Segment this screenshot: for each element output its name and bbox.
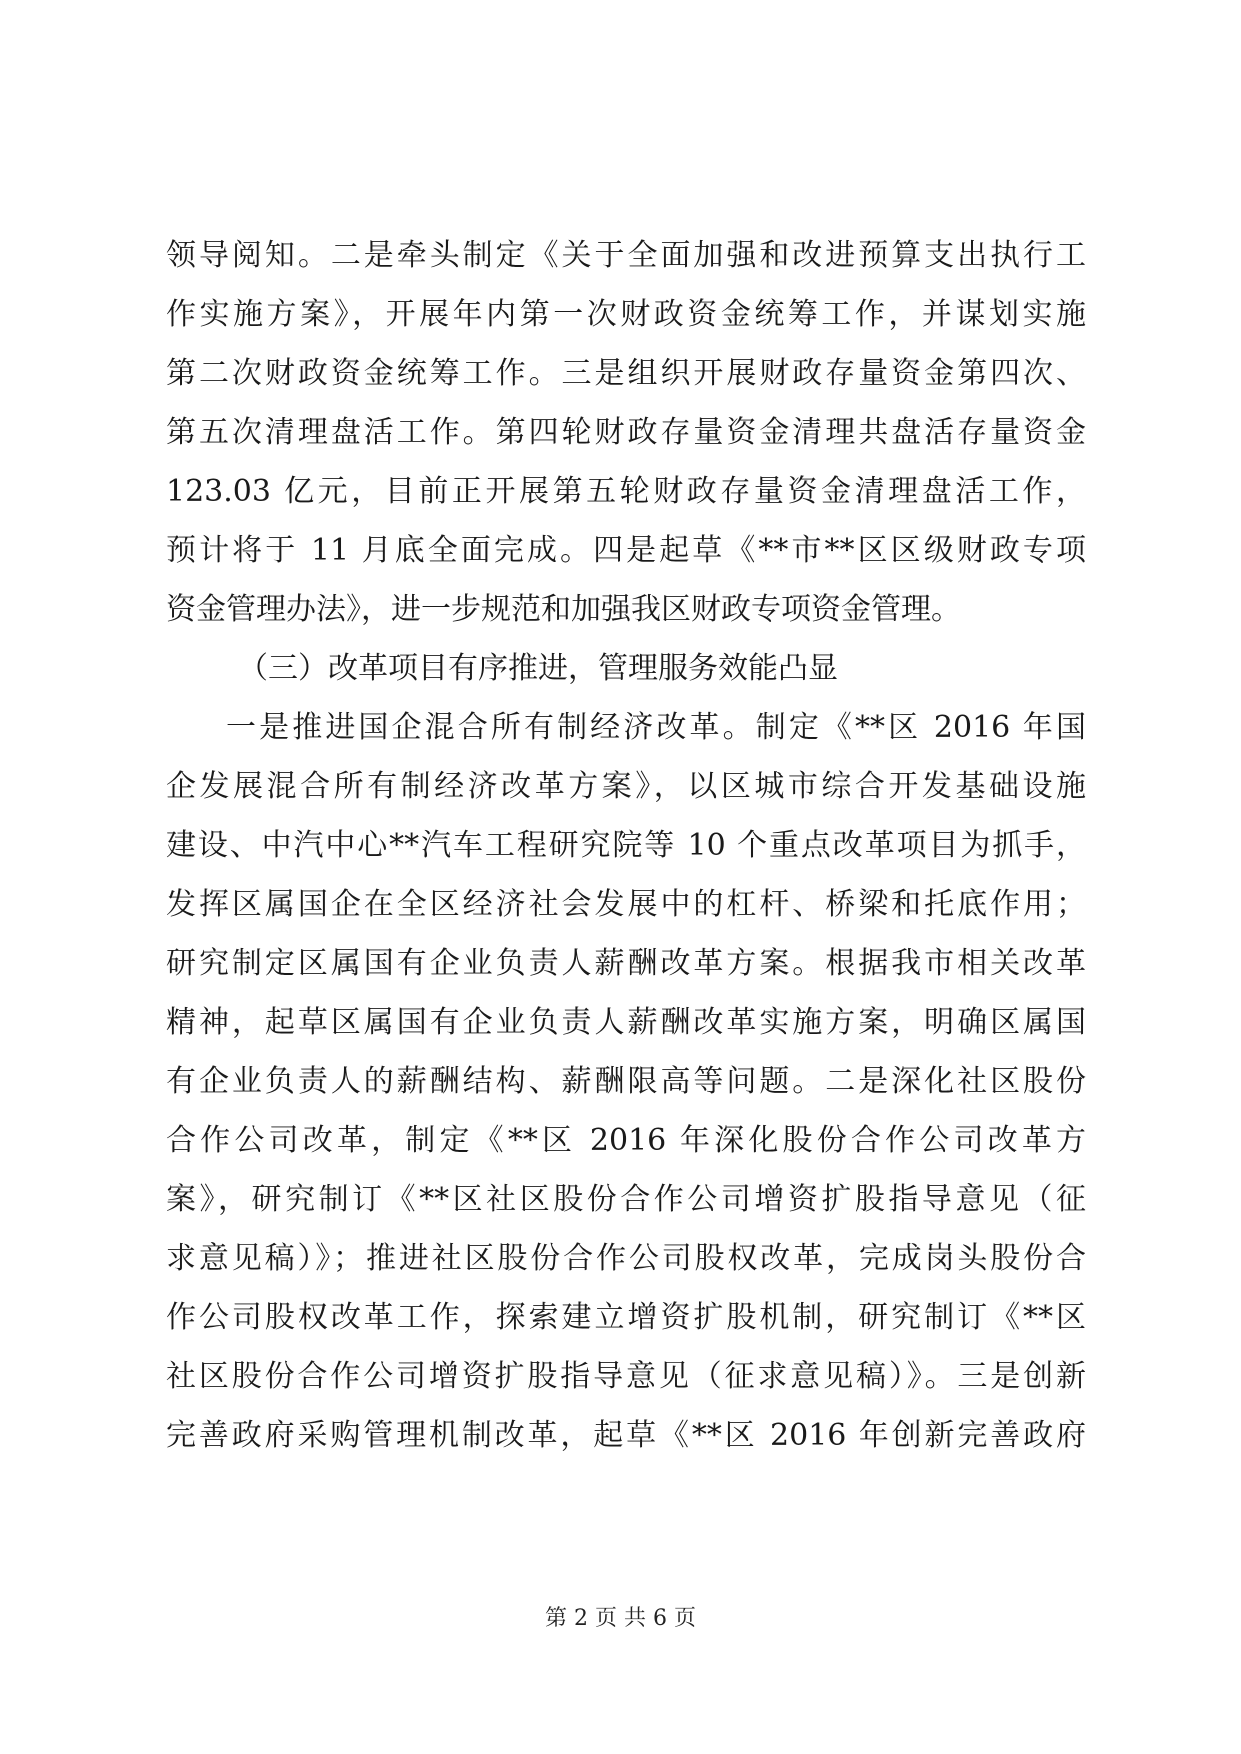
text-line-18: 求意见稿）》；推进社区股份合作公司股权改革，完成岗头股份合 xyxy=(166,1241,1086,1276)
text-line-7: 资金管理办法》，进一步规范和加强我区财政专项资金管理。 xyxy=(166,592,961,627)
text-line-15: 有企业负责人的薪酬结构、薪酬限高等问题。二是深化社区股份 xyxy=(166,1064,1086,1099)
text-line-16: 合作公司改革，制定《**区 2016 年深化股份合作公司改革方 xyxy=(166,1123,1086,1158)
text-line-12: 发挥区属国企在全区经济社会发展中的杠杆、桥梁和托底作用； xyxy=(166,887,1086,922)
document-body xyxy=(166,226,1086,1465)
section-heading: （三）改革项目有序推进，管理服务效能凸显 xyxy=(238,651,838,686)
text-line-13: 研究制定区属国有企业负责人薪酬改革方案。根据我市相关改革 xyxy=(166,946,1086,981)
text-line-5: 123.03 亿元，目前正开展第五轮财政存量资金清理盘活工作， xyxy=(166,474,1086,509)
text-line-21: 完善政府采购管理机制改革，起草《**区 2016 年创新完善政府 xyxy=(166,1418,1086,1453)
page-number-footer: 第 2 页 共 6 页 xyxy=(545,1606,696,1631)
text-line-6: 预计将于 11 月底全面完成。四是起草《**市**区区级财政专项 xyxy=(166,533,1086,568)
text-line-17: 案》，研究制订《**区社区股份合作公司增资扩股指导意见（征 xyxy=(166,1182,1086,1217)
text-line-4: 第五次清理盘活工作。第四轮财政存量资金清理共盘活存量资金 xyxy=(166,415,1086,450)
text-line-1: 领导阅知。二是牵头制定《关于全面加强和改进预算支出执行工 xyxy=(166,238,1086,273)
text-line-11: 建设、中汽中心**汽车工程研究院等 10 个重点改革项目为抓手， xyxy=(166,828,1086,863)
text-line-10: 企发展混合所有制经济改革方案》，以区城市综合开发基础设施 xyxy=(166,769,1086,804)
text-line-2: 作实施方案》，开展年内第一次财政资金统筹工作，并谋划实施 xyxy=(166,297,1086,332)
text-line-3: 第二次财政资金统筹工作。三是组织开展财政存量资金第四次、 xyxy=(166,356,1086,391)
text-line-20: 社区股份合作公司增资扩股指导意见（征求意见稿）》。三是创新 xyxy=(166,1359,1086,1394)
text-line-19: 作公司股权改革工作，探索建立增资扩股机制，研究制订《**区 xyxy=(166,1300,1086,1335)
text-line-9: 一是推进国企混合所有制经济改革。制定《**区 2016 年国 xyxy=(226,710,1086,745)
text-line-14: 精神，起草区属国有企业负责人薪酬改革实施方案，明确区属国 xyxy=(166,1005,1086,1040)
